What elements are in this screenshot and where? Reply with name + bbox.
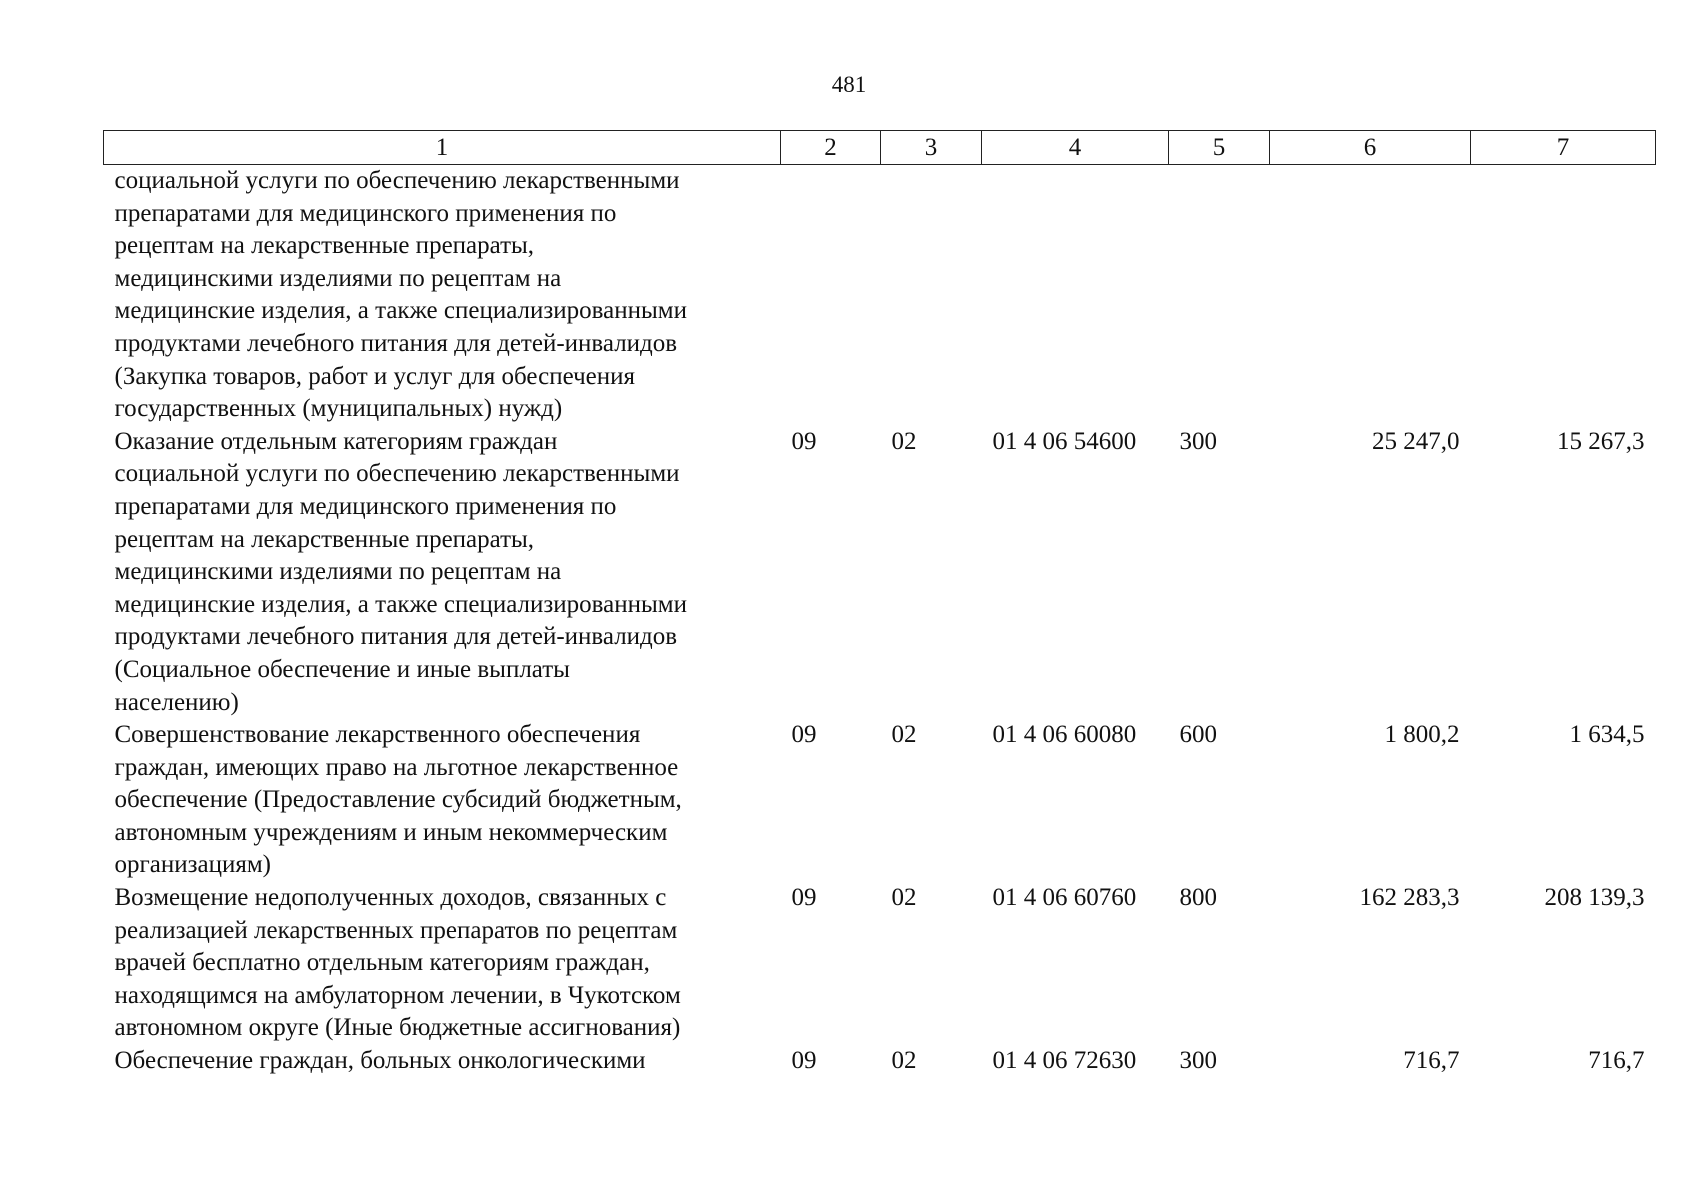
row-target-article: 01 4 06 54600 xyxy=(992,427,1137,455)
header-col-4: 4 xyxy=(982,131,1169,165)
header-col-7: 7 xyxy=(1471,131,1656,165)
row-description: Оказание отдельным категориям граждан социальной услуги по обеспечению лекарственными препаратами для медицинского применения по рецептам на лекарственные препараты, медицинскими изделиями по рецептам на медицинские изделия, а также специализированными продуктами лечебного питания для детей-инвалидов (Социальное обеспечение и иные выплаты населению) xyxy=(114,427,687,716)
row-subsection: 02 xyxy=(891,427,917,455)
table-row xyxy=(104,165,1656,426)
row-description: социальной услуги по обеспечению лекарственными препаратами для медицинского применения по рецептам на лекарственные препараты, медицинскими изделиями по рецептам на медицинские изделия, а также специализированными продуктами лечебного питания для детей-инвалидов (Закупка товаров, работ и услуг для обеспечения государственных (муниципальных) нужд) xyxy=(114,167,687,423)
row-section xyxy=(781,165,881,426)
row-amount-1: 162 283,3 xyxy=(1359,884,1460,912)
row-expense-type: 300 xyxy=(1179,1047,1217,1075)
row-expense-type xyxy=(1169,165,1270,426)
row-expense-type: 800 xyxy=(1179,884,1217,912)
row-section: 09 xyxy=(791,1047,817,1075)
row-description: Возмещение недополученных доходов, связанных с реализацией лекарственных препаратов по рецептам врачей бесплатно отдельным категориям граждан, находящимся на амбулаторном лечении, в Чукотском автономном округе (Иные бюджетные ассигнования) xyxy=(114,884,681,1042)
header-col-5: 5 xyxy=(1169,131,1270,165)
page-number: 481 xyxy=(831,72,867,97)
row-subsection xyxy=(881,165,982,426)
table-row xyxy=(104,719,1656,882)
row-amount-2: 208 139,3 xyxy=(1544,884,1645,912)
row-description: Совершенствование лекарственного обеспечения граждан, имеющих право на льготное лекарственное обеспечение (Предоставление субсидий бюджетным, автономным учреждениям и иным некоммерческим организациям) xyxy=(114,721,682,879)
row-section: 09 xyxy=(791,427,817,455)
row-target-article: 01 4 06 60760 xyxy=(992,884,1137,912)
table-row xyxy=(104,882,1656,1045)
row-amount-2: 15 267,3 xyxy=(1557,427,1645,455)
budget-table xyxy=(103,130,1656,1078)
row-target-article: 01 4 06 72630 xyxy=(992,1047,1137,1075)
row-subsection: 02 xyxy=(891,721,917,749)
row-amount-1 xyxy=(1270,165,1471,426)
row-amount-1: 716,7 xyxy=(1403,1047,1460,1075)
row-target-article xyxy=(982,165,1169,426)
table-header-row xyxy=(104,131,1656,165)
row-amount-2 xyxy=(1471,165,1656,426)
header-col-6: 6 xyxy=(1270,131,1471,165)
header-col-2: 2 xyxy=(781,131,881,165)
row-section: 09 xyxy=(791,721,817,749)
table-row xyxy=(104,1045,1656,1078)
row-subsection: 02 xyxy=(891,884,917,912)
header-col-1: 1 xyxy=(104,131,781,165)
header-col-3: 3 xyxy=(881,131,982,165)
row-expense-type: 600 xyxy=(1179,721,1217,749)
row-subsection: 02 xyxy=(891,1047,917,1075)
row-description: Обеспечение граждан, больных онкологическими xyxy=(114,1047,646,1075)
row-amount-1: 25 247,0 xyxy=(1372,427,1460,455)
row-expense-type: 300 xyxy=(1179,427,1217,455)
row-target-article: 01 4 06 60080 xyxy=(992,721,1137,749)
row-amount-1: 1 800,2 xyxy=(1384,721,1460,749)
row-amount-2: 716,7 xyxy=(1588,1047,1645,1075)
table-row xyxy=(104,426,1656,719)
row-amount-2: 1 634,5 xyxy=(1569,721,1645,749)
row-section: 09 xyxy=(791,884,817,912)
